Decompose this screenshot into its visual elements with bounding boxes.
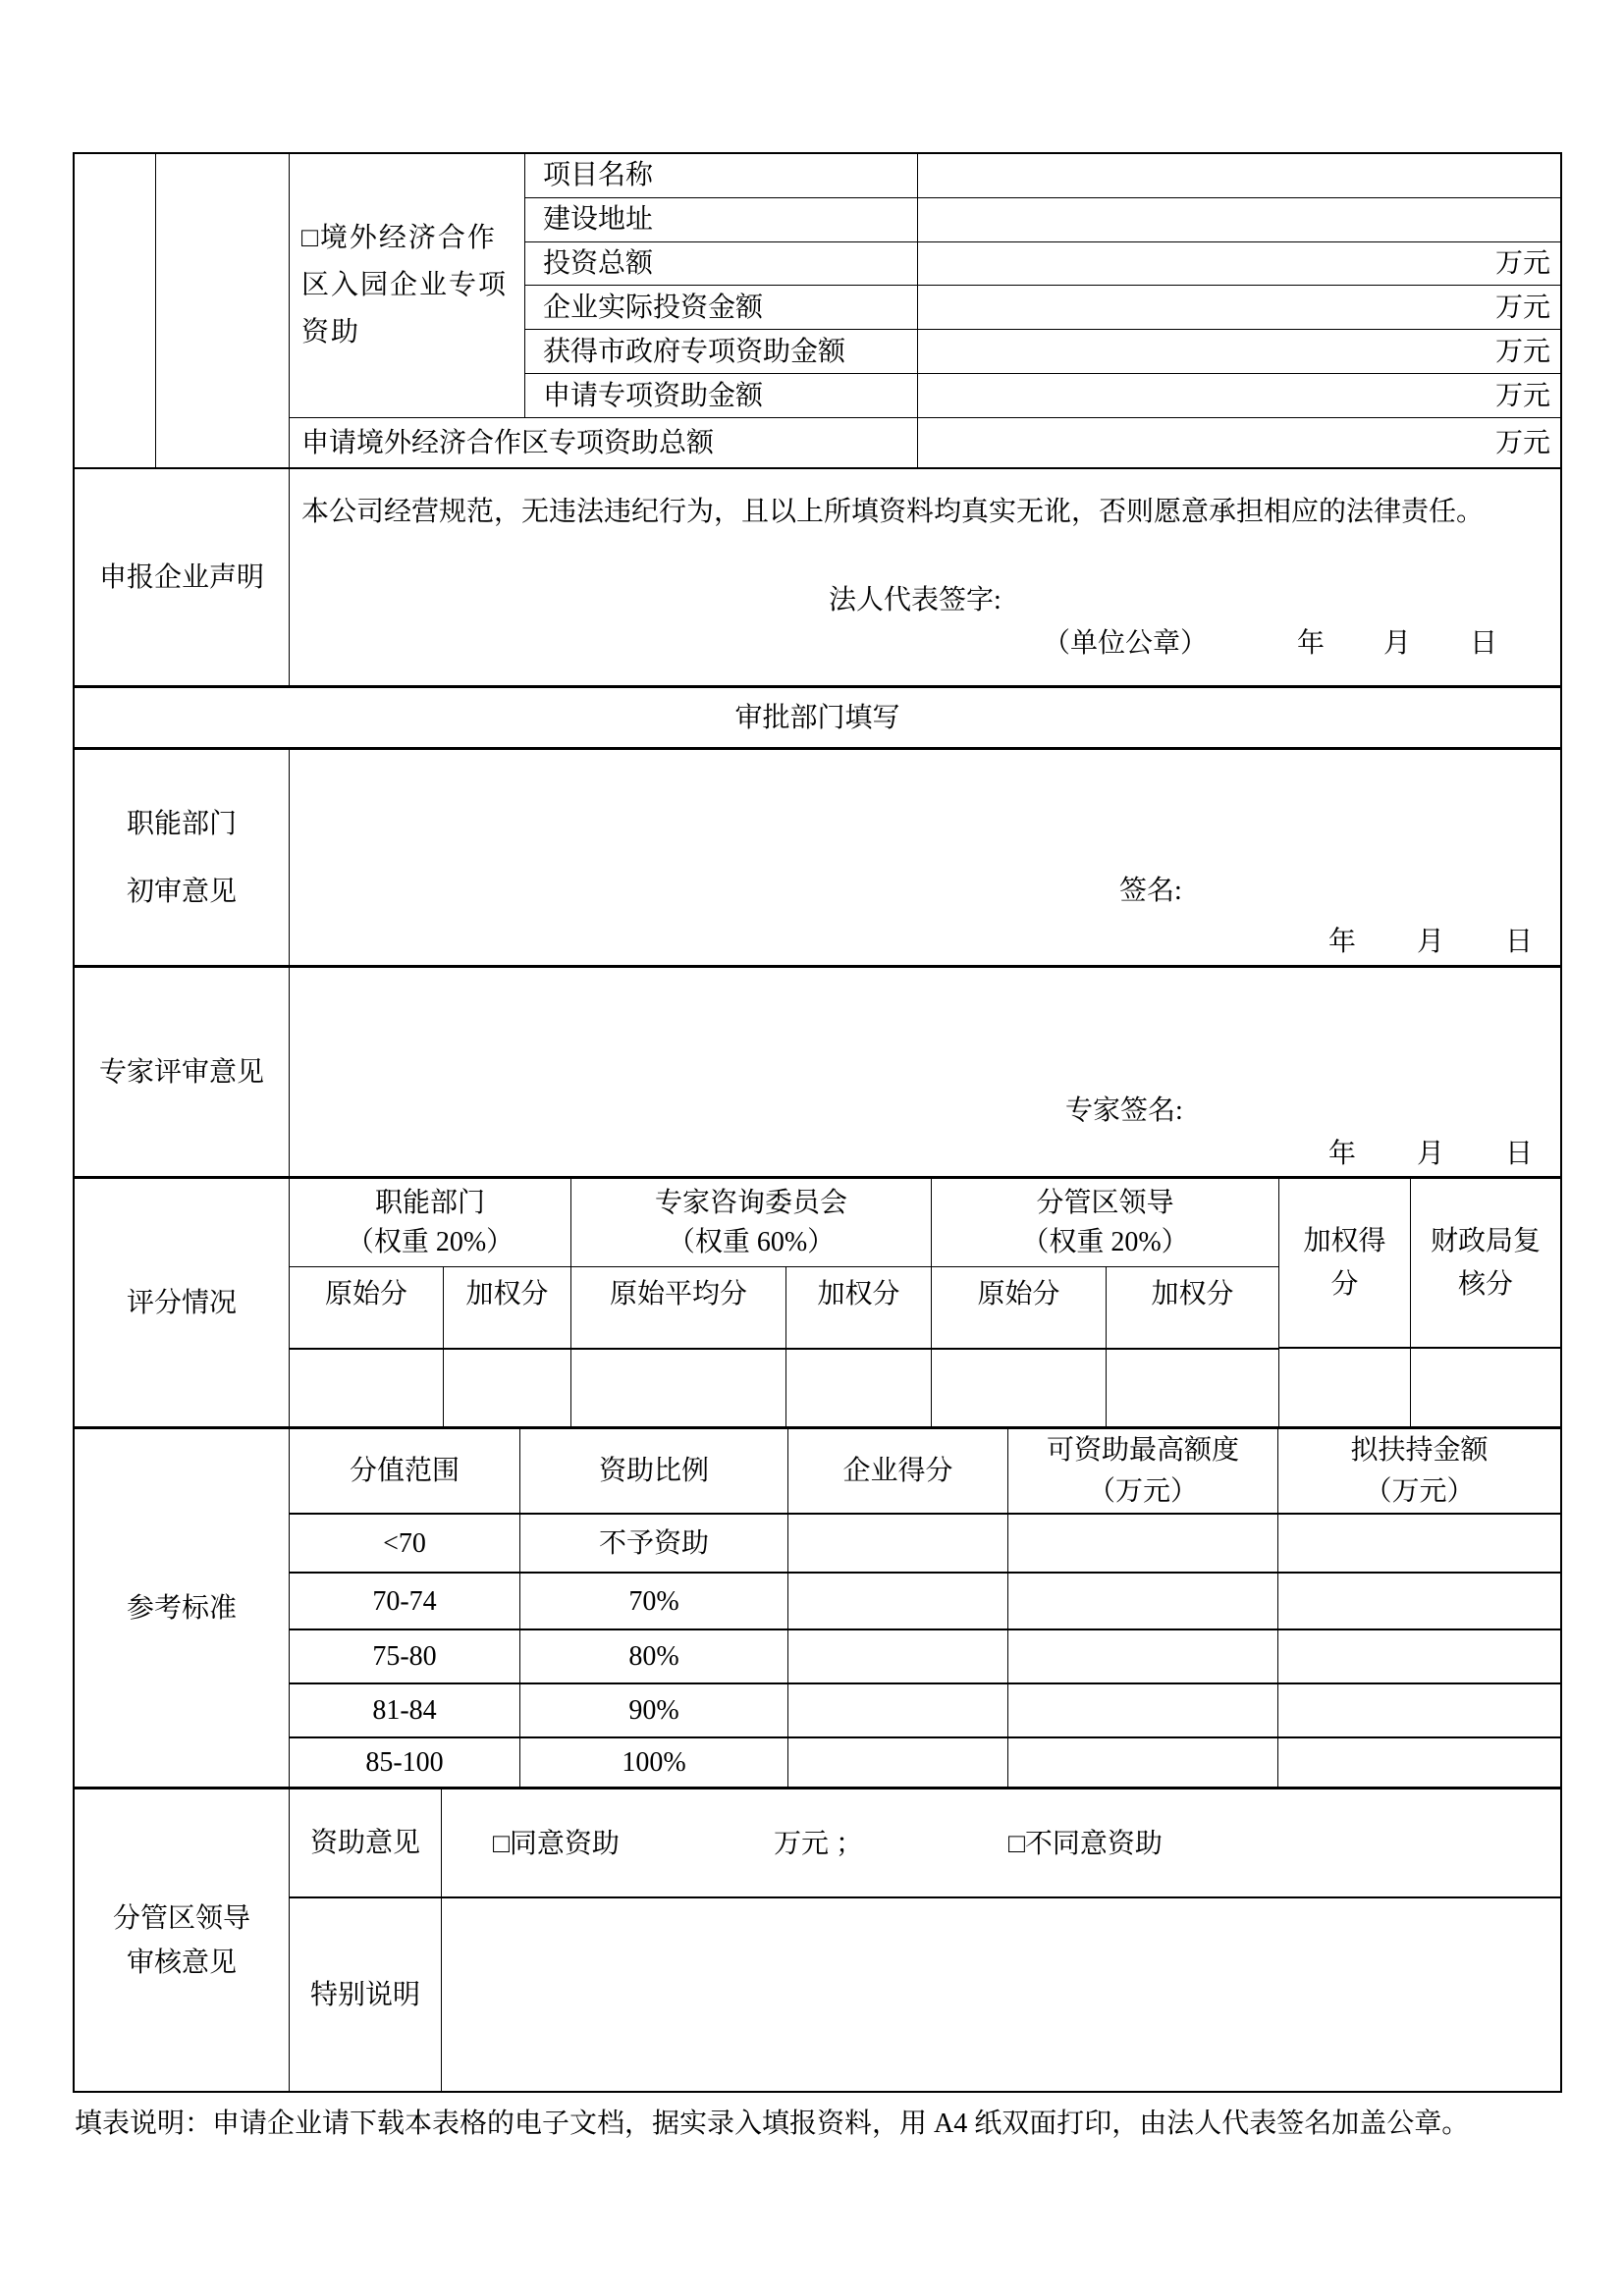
agree-option: □同意资助 — [493, 1829, 620, 1859]
declaration-label: 申报企业声明 — [75, 469, 290, 685]
empty-cell[interactable] — [1008, 1574, 1278, 1629]
empty-cell[interactable] — [1278, 1738, 1560, 1787]
empty-cell[interactable] — [1278, 1574, 1560, 1629]
subsidy-ratio-value: 90% — [520, 1684, 788, 1736]
empty-cell[interactable] — [788, 1574, 1008, 1629]
table-row — [525, 198, 1560, 242]
leader-review-label: 分管区领导 审核意见 — [75, 1789, 290, 2091]
company-seal-label: （单位公章） — [1043, 628, 1209, 659]
weighted-total-column — [1279, 1179, 1411, 1426]
section-scoring — [75, 1179, 1560, 1429]
declaration-text: 本公司经营规范，无违法违纪行为，且以上所填资料均真实无讹，否则愿意承担相应的法律责任。 — [301, 497, 1485, 527]
form-instructions: 填表说明：申请企业请下载本表格的电子文档，据实录入填报资料，用 A4 纸双面打印，由法人代表签名加盖公章。 — [75, 2109, 1470, 2139]
score-input-cell[interactable] — [1279, 1349, 1410, 1426]
total-subsidy-row — [290, 418, 1560, 467]
subheader-weighted-score: 加权分 — [1151, 1279, 1234, 1309]
unit-label: 万元 — [1494, 248, 1550, 280]
section-declaration — [75, 469, 1560, 688]
field-value-cell[interactable] — [918, 154, 1560, 197]
year-label: 年 — [1328, 927, 1357, 957]
subheader-weighted-score: 加权分 — [444, 1267, 571, 1348]
subsidy-ratio-value: 100% — [520, 1738, 788, 1787]
field-value-cell[interactable] — [918, 330, 1560, 373]
header-subsidy-ratio: 资助比例 — [520, 1429, 788, 1513]
expert-review-content-cell[interactable] — [290, 968, 1560, 1176]
table-row — [525, 330, 1560, 374]
year-label: 年 — [1297, 628, 1326, 659]
section-initial-review — [75, 750, 1560, 968]
field-label-actual-investment: 企业实际投资金额 — [525, 286, 918, 329]
application-form-table — [73, 152, 1562, 2093]
merged-left-column-2 — [156, 154, 290, 467]
empty-cell[interactable] — [1278, 1630, 1560, 1682]
month-label: 月 — [1417, 927, 1445, 957]
subsidy-category-cell — [290, 154, 525, 417]
score-input-cell[interactable] — [1411, 1349, 1560, 1426]
field-label-project-name: 项目名称 — [525, 154, 918, 197]
special-note-cell[interactable] — [442, 1898, 1560, 2091]
header-max-subsidy: 可资助最高额度 （万元） — [1008, 1429, 1278, 1513]
unit-label: 万元 — [1494, 292, 1550, 323]
amount-unit-label: 万元 ； — [774, 1829, 864, 1859]
field-label-city-subsidy-received: 获得市政府专项资助金额 — [525, 330, 918, 373]
score-range-value: 81-84 — [290, 1684, 520, 1736]
merged-left-column-1 — [75, 154, 156, 467]
subheader-raw-average: 原始平均分 — [571, 1267, 786, 1348]
subsidy-opinion-label: 资助意见 — [290, 1789, 442, 1896]
initial-review-label: 职能部门 初审意见 — [75, 750, 290, 965]
expert-signature-label: 专家签名: — [1065, 1095, 1183, 1126]
score-input-cell[interactable] — [786, 1350, 932, 1426]
approval-section-header: 审批部门填写 — [75, 688, 1560, 750]
special-note-label: 特别说明 — [290, 1898, 442, 2091]
empty-cell[interactable] — [788, 1684, 1008, 1736]
score-input-cell[interactable] — [1107, 1350, 1278, 1426]
field-value-cell[interactable] — [918, 242, 1560, 286]
group-expert-committee: 专家咨询委员会 （权重 60%） — [571, 1179, 932, 1266]
field-value-cell[interactable] — [918, 374, 1560, 417]
table-row — [290, 1630, 1560, 1684]
day-label: 日 — [1470, 628, 1498, 659]
table-row — [525, 286, 1560, 330]
month-label: 月 — [1383, 628, 1412, 659]
declaration-body-cell — [290, 469, 1560, 685]
subsidy-ratio-value: 不予资助 — [520, 1515, 788, 1572]
score-input-cell[interactable] — [932, 1350, 1107, 1426]
day-label: 日 — [1505, 927, 1534, 957]
empty-cell[interactable] — [1008, 1738, 1278, 1787]
score-input-cell[interactable] — [444, 1350, 571, 1426]
empty-cell[interactable] — [788, 1630, 1008, 1682]
score-range-value: <70 — [290, 1515, 520, 1572]
subsidy-ratio-value: 70% — [520, 1574, 788, 1629]
total-subsidy-label: 申请境外经济合作区专项资助总额 — [290, 418, 918, 467]
agree-checkbox-icon[interactable]: □ — [493, 1829, 510, 1859]
empty-cell[interactable] — [1008, 1684, 1278, 1736]
empty-cell[interactable] — [788, 1515, 1008, 1572]
table-row — [525, 242, 1560, 287]
disagree-option: □不同意资助 — [1008, 1829, 1163, 1859]
section-leader-review — [75, 1789, 1560, 2091]
table-row — [290, 1738, 1560, 1787]
field-label-construction-address: 建设地址 — [525, 198, 918, 241]
finance-review-column — [1411, 1179, 1560, 1426]
field-value-cell[interactable] — [918, 198, 1560, 241]
subsidy-category-label: □境外经济合作区入园企业专项资助 — [301, 223, 509, 347]
table-row — [290, 1515, 1560, 1574]
day-label: 日 — [1505, 1139, 1534, 1169]
unit-label: 万元 — [1494, 380, 1550, 411]
section-reference-standard — [75, 1429, 1560, 1789]
month-label: 月 — [1417, 1139, 1445, 1169]
initial-review-content-cell[interactable] — [290, 750, 1560, 965]
table-row — [525, 374, 1560, 417]
header-proposed-amount: 拟扶持金额 （万元） — [1350, 1434, 1489, 1507]
field-label-subsidy-applied: 申请专项资助金额 — [525, 374, 918, 417]
disagree-checkbox-icon[interactable]: □ — [1008, 1829, 1025, 1859]
signature-label: 签名: — [1119, 876, 1182, 906]
category-checkbox-icon[interactable]: □ — [301, 223, 320, 253]
table-row — [525, 154, 1560, 198]
empty-cell[interactable] — [1008, 1630, 1278, 1682]
legal-representative-sign-label: 法人代表签字: — [829, 585, 1001, 615]
weighted-total-header: 加权得 分 — [1279, 1179, 1410, 1349]
finance-review-header: 财政局复 核分 — [1411, 1179, 1560, 1349]
empty-cell[interactable] — [788, 1738, 1008, 1787]
subheader-raw-score: 原始分 — [932, 1267, 1107, 1348]
unit-label: 万元 — [1494, 427, 1550, 458]
header-score-range: 分值范围 — [290, 1429, 520, 1513]
section-overseas-subsidy — [75, 154, 1560, 469]
subsidy-opinion-cell — [442, 1789, 1560, 1896]
score-input-cell[interactable] — [571, 1350, 786, 1426]
subheader-weighted-score: 加权分 — [786, 1267, 932, 1348]
reference-standard-label: 参考标准 — [75, 1429, 290, 1787]
total-subsidy-value-cell[interactable] — [918, 418, 1560, 467]
section-expert-review — [75, 968, 1560, 1179]
date-fields — [1328, 925, 1533, 959]
table-row — [290, 1684, 1560, 1738]
subsidy-ratio-value: 80% — [520, 1630, 788, 1682]
group-functional-dept: 职能部门 （权重 20%） — [290, 1179, 571, 1266]
score-range-value: 70-74 — [290, 1574, 520, 1629]
empty-cell[interactable] — [1008, 1515, 1278, 1572]
expert-review-label: 专家评审意见 — [75, 968, 290, 1176]
score-range-value: 75-80 — [290, 1630, 520, 1682]
date-fields — [1297, 626, 1497, 661]
year-label: 年 — [1328, 1139, 1357, 1169]
table-row — [290, 1574, 1560, 1630]
field-label-total-investment: 投资总额 — [525, 242, 918, 286]
empty-cell[interactable] — [1278, 1515, 1560, 1572]
field-value-cell[interactable] — [918, 286, 1560, 329]
group-district-leader: 分管区领导 （权重 20%） — [1021, 1187, 1189, 1257]
score-range-value: 85-100 — [290, 1738, 520, 1787]
scoring-label: 评分情况 — [75, 1179, 290, 1426]
empty-cell[interactable] — [1278, 1684, 1560, 1736]
unit-label: 万元 — [1494, 336, 1550, 367]
score-input-cell[interactable] — [290, 1350, 444, 1426]
date-fields — [1328, 1137, 1533, 1171]
subheader-raw-score: 原始分 — [290, 1267, 444, 1348]
header-enterprise-score: 企业得分 — [788, 1429, 1008, 1513]
